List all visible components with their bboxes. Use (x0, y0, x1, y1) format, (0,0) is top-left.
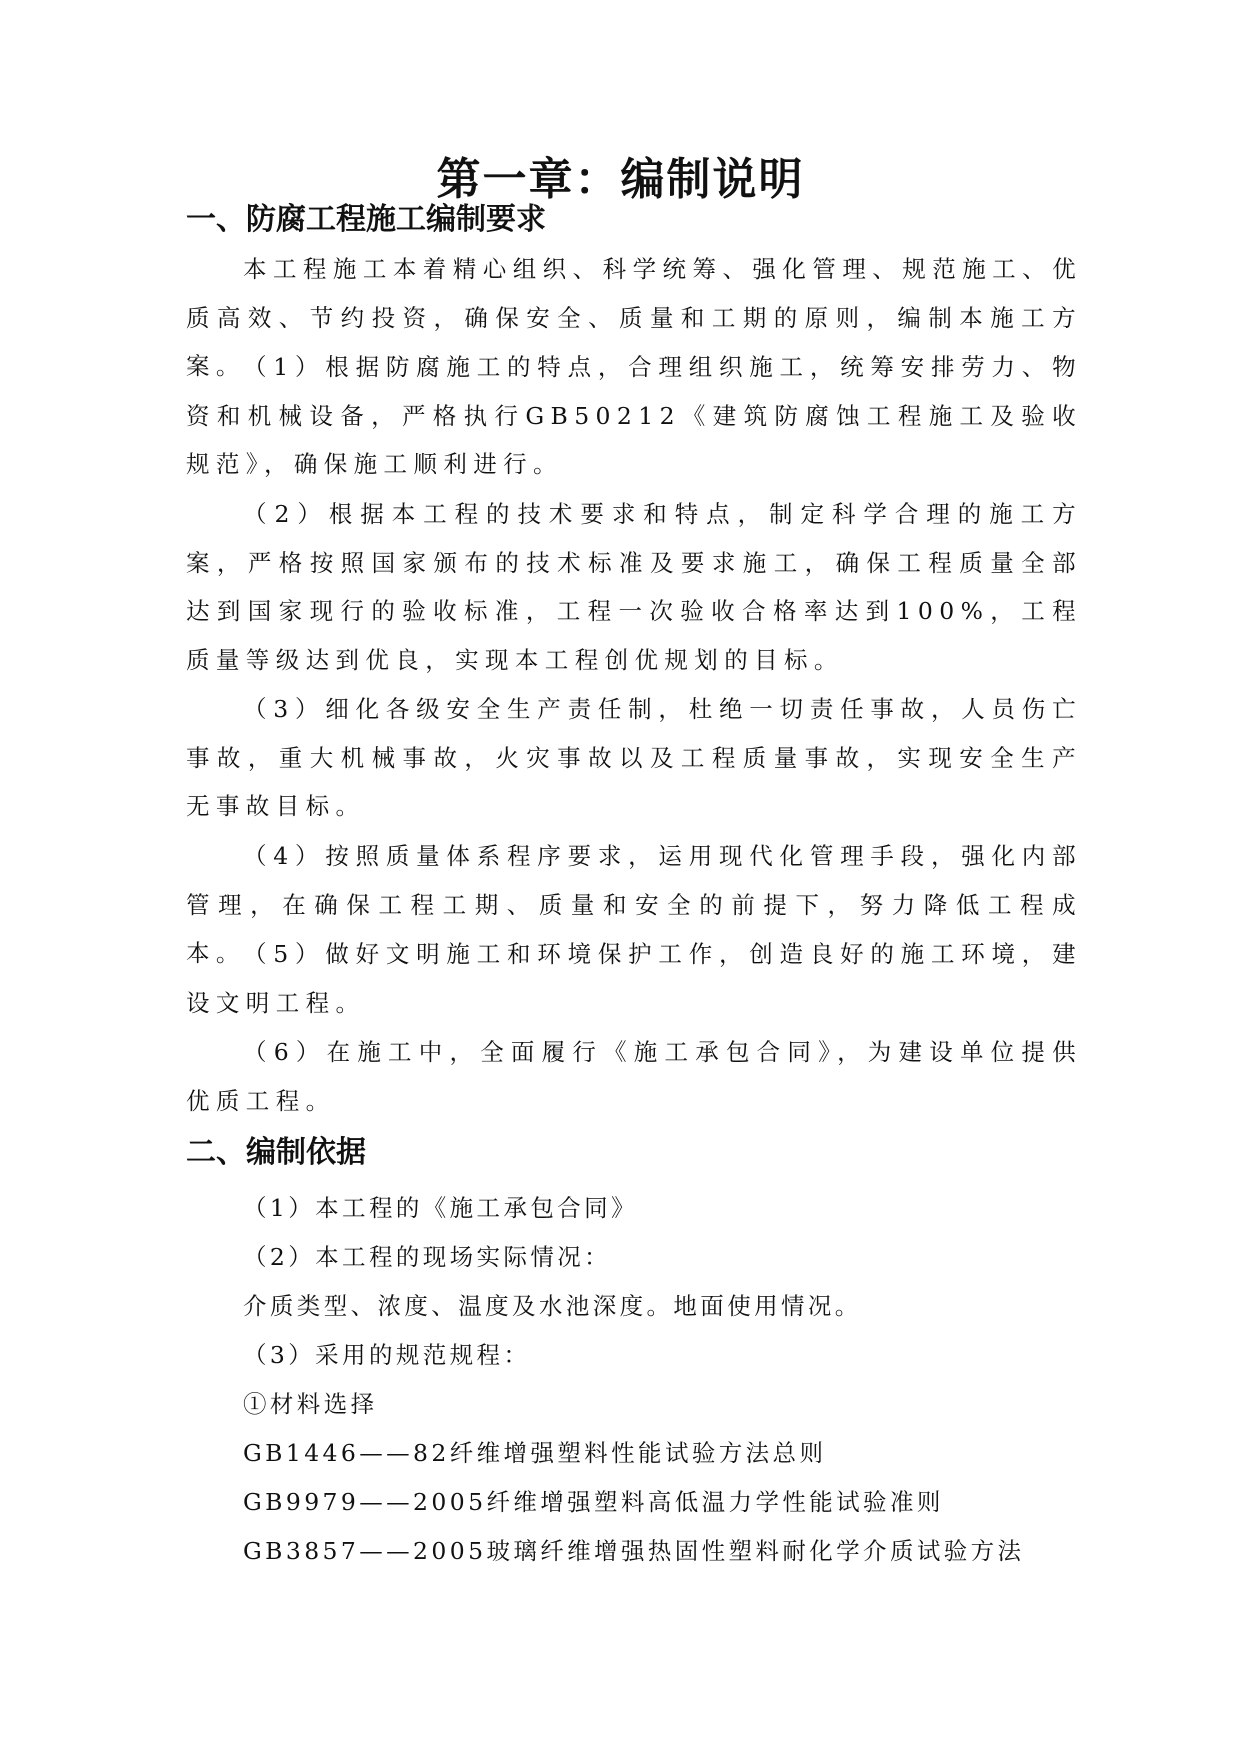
basis-line-2: （2）本工程的现场实际情况： (243, 1243, 612, 1271)
basis-line-3: 介质类型、浓度、温度及水池深度。地面使用情况。 (243, 1292, 862, 1320)
paragraph-item-6: （6）在施工中，全面履行《施工承包合同》，为建设单位提供优质工程。 (186, 1038, 1082, 1115)
standard-gb1446: GB1446——82纤维增强塑料性能试验方法总则 (243, 1439, 827, 1467)
paragraph-item-3: （3）细化各级安全生产责任制，杜绝一切责任事故，人员伤亡事故，重大机械事故，火灾事故以及工程质量事故，实现安全生产无事故目标。 (186, 695, 1082, 820)
section-heading-2: 二、编制依据 (186, 1135, 366, 1170)
paragraph-item-4: （4）按照质量体系程序要求，运用现代化管理手段，强化内部管理，在确保工程工期、质量和安全的前提下，努力降低工程成本。 (186, 842, 1082, 967)
paragraph-item-2: （2）根据本工程的技术要求和特点，制定科学合理的施工方案，严格按照国家颁布的技术标准及要求施工，确保工程质量全部达到国家现行的验收标准，工程一次验收合格率达到100%，工程质量等级达到优良，实现本工程创优规划的目标。 (186, 500, 1082, 674)
paragraph-item-1: （1）根据防腐施工的特点，合理组织施工，统筹安排劳力、物资和机械设备，严格执行GB50212《建筑防腐蚀工程施工及验收规范》，确保施工顺利进行。 (186, 353, 1082, 478)
standard-gb3857: GB3857——2005玻璃纤维增强热固性塑料耐化学介质试验方法 (243, 1537, 1025, 1565)
basis-line-5: ①材料选择 (243, 1390, 378, 1418)
standard-gb9979: GB9979——2005纤维增强塑料高低温力学性能试验准则 (243, 1488, 944, 1516)
chapter-title: 第一章：编制说明 (436, 154, 805, 205)
section-heading-1: 一、防腐工程施工编制要求 (186, 202, 546, 237)
basis-line-1: （1）本工程的《施工承包合同》 (243, 1194, 638, 1222)
basis-line-4: （3）采用的规范规程： (243, 1341, 531, 1369)
paragraph-intro: 本工程施工本着精心组织、科学统筹、强化管理、规范施工、优质高效、节约投资，确保安全、质量和工期的原则，编制本施工方案。 (186, 255, 1082, 380)
paragraph-item-5: （5）做好文明施工和环境保护工作，创造良好的施工环境，建设文明工程。 (186, 940, 1082, 1017)
